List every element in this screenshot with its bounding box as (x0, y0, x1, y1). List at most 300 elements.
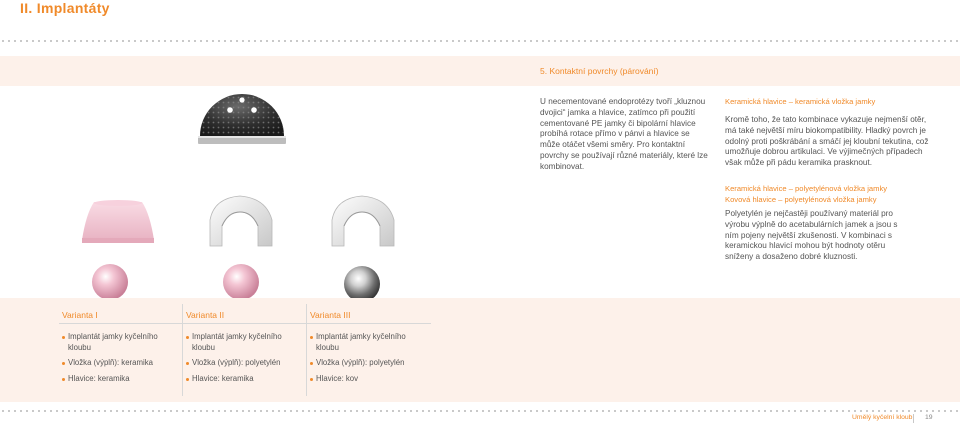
divider-dot (746, 40, 748, 42)
divider-dot (56, 40, 58, 42)
divider-dot (848, 410, 850, 412)
variant-1-list (62, 332, 180, 384)
divider-dot (356, 40, 358, 42)
divider-dot (530, 410, 532, 412)
divider-dot (812, 410, 814, 412)
divider-dot (320, 410, 322, 412)
variant-1-rule (59, 323, 183, 324)
list-item-text: Hlavice: keramika (68, 373, 130, 383)
divider-dot (524, 40, 526, 42)
divider-dot (236, 410, 238, 412)
divider-dot (86, 410, 88, 412)
list-item (186, 374, 304, 385)
divider-dot (854, 410, 856, 412)
divider-dot (440, 40, 442, 42)
divider-dot (458, 410, 460, 412)
divider-dot (278, 40, 280, 42)
divider-dot (284, 410, 286, 412)
divider-dot (908, 410, 910, 412)
divider-dot (506, 40, 508, 42)
divider-dot (740, 410, 742, 412)
divider-dot (254, 410, 256, 412)
divider-dot (590, 40, 592, 42)
variant-3-rule (307, 323, 431, 324)
divider-dot (920, 410, 922, 412)
divider-dot (152, 40, 154, 42)
divider-dot (62, 410, 64, 412)
divider-dot (926, 40, 928, 42)
variant-2-title: Varianta II (186, 310, 225, 320)
divider-dot (326, 410, 328, 412)
divider-dot (398, 40, 400, 42)
page-number: 19 (925, 414, 933, 421)
divider-dot (470, 410, 472, 412)
divider-dot (866, 40, 868, 42)
divider-dot (734, 40, 736, 42)
list-item (310, 358, 428, 369)
divider-dot (578, 410, 580, 412)
ceramic-liner-image (80, 200, 156, 246)
list-item-text: Implantát jamky kyčelního kloubu (68, 332, 158, 352)
divider-dot (284, 40, 286, 42)
divider-dot (722, 410, 724, 412)
divider-dot (38, 40, 40, 42)
divider-dot (692, 410, 694, 412)
divider-dot (248, 410, 250, 412)
divider-dot (650, 40, 652, 42)
divider-dot (518, 40, 520, 42)
divider-dot (206, 40, 208, 42)
divider-dot (926, 410, 928, 412)
divider-dot (494, 410, 496, 412)
divider-dot (794, 40, 796, 42)
divider-dot (80, 40, 82, 42)
divider-dot (752, 40, 754, 42)
divider-dot (950, 410, 952, 412)
divider-dot (92, 410, 94, 412)
divider-dot (836, 410, 838, 412)
divider-dot (260, 410, 262, 412)
divider-dot (350, 410, 352, 412)
divider-dot (134, 410, 136, 412)
divider-dot (470, 40, 472, 42)
divider-dot (110, 40, 112, 42)
divider-dot (182, 410, 184, 412)
divider-dot (404, 410, 406, 412)
divider-dot (914, 410, 916, 412)
divider-dot (182, 40, 184, 42)
ceramic-poly-heading: Keramická hlavice – polyetylénová vložka jamky (725, 184, 888, 193)
acetabular-cup-shell-image (196, 90, 288, 148)
divider-dot (194, 40, 196, 42)
divider-dot (704, 40, 706, 42)
section-title-band (0, 56, 960, 86)
list-item-text: Vložka (výplň): keramika (68, 358, 153, 368)
divider-dot (680, 410, 682, 412)
divider-dot (920, 40, 922, 42)
divider-dot (902, 40, 904, 42)
divider-dot (620, 40, 622, 42)
divider-dot (488, 40, 490, 42)
divider-dot (608, 410, 610, 412)
divider-dot (350, 40, 352, 42)
polyethylene-liner-image-3 (322, 190, 404, 248)
divider-dot (344, 40, 346, 42)
divider-dot (44, 410, 46, 412)
divider-dot (428, 410, 430, 412)
divider-dot (266, 410, 268, 412)
divider-dot (836, 40, 838, 42)
divider-dot (806, 40, 808, 42)
divider-dot (170, 40, 172, 42)
divider-dot (674, 40, 676, 42)
list-item-text: Implantát jamky kyčelního kloubu (192, 332, 282, 352)
list-item (310, 374, 428, 385)
list-item (62, 358, 180, 369)
divider-dot (584, 410, 586, 412)
divider-dot (482, 410, 484, 412)
divider-dot (380, 410, 382, 412)
divider-dot (374, 410, 376, 412)
divider-dot (170, 410, 172, 412)
divider-dot (644, 410, 646, 412)
variant-3-title: Varianta III (310, 310, 351, 320)
list-item-text: Hlavice: keramika (192, 373, 254, 383)
divider-dot (878, 410, 880, 412)
divider-dot (554, 410, 556, 412)
divider-dot (752, 410, 754, 412)
divider-dot (692, 40, 694, 42)
divider-dot (356, 410, 358, 412)
divider-dot (20, 40, 22, 42)
divider-dot (818, 410, 820, 412)
divider-dot (464, 410, 466, 412)
divider-dot (2, 40, 4, 42)
divider-dot (536, 410, 538, 412)
bullet-icon (62, 336, 65, 339)
divider-dot (308, 410, 310, 412)
divider-dot (698, 410, 700, 412)
divider-dot (452, 410, 454, 412)
divider-dot (560, 40, 562, 42)
divider-dot (590, 410, 592, 412)
divider-dot (8, 410, 10, 412)
divider-dot (866, 410, 868, 412)
divider-dot (788, 40, 790, 42)
divider-dot (278, 410, 280, 412)
divider-dot (890, 40, 892, 42)
divider-dot (158, 40, 160, 42)
ceramic-ceramic-text: Kromě toho, že tato kombinace vykazuje nejmenší otěr, má také největší míru biokompatibility. Hladký povrch je odolný proti poškrábání a smáčí jej kloubní tekutina, což umožňuje dobrou artikulaci. Ve výjimečných případech však může při pádu keramika prasknout. (725, 115, 929, 168)
divider-dot (764, 40, 766, 42)
divider-dot (374, 40, 376, 42)
divider-dot (554, 40, 556, 42)
divider-dot (416, 40, 418, 42)
divider-dot (668, 410, 670, 412)
divider-dot (686, 410, 688, 412)
divider-dot (134, 40, 136, 42)
divider-dot (614, 40, 616, 42)
divider-dot (884, 40, 886, 42)
divider-dot (824, 410, 826, 412)
divider-dot (578, 40, 580, 42)
divider-dot (518, 410, 520, 412)
divider-dot (728, 40, 730, 42)
bullet-icon (186, 362, 189, 365)
divider-dot (386, 410, 388, 412)
divider-dot (218, 40, 220, 42)
divider-dot (212, 410, 214, 412)
divider-dot (2, 410, 4, 412)
divider-dot (140, 40, 142, 42)
divider-dot (830, 410, 832, 412)
divider-dot (218, 410, 220, 412)
divider-dot (860, 40, 862, 42)
divider-dot (122, 410, 124, 412)
divider-dot (728, 410, 730, 412)
divider-dot (878, 40, 880, 42)
divider-dot (368, 40, 370, 42)
divider-dot (716, 40, 718, 42)
divider-dot (536, 40, 538, 42)
divider-dot (788, 410, 790, 412)
divider-dot (8, 40, 10, 42)
divider-dot (482, 40, 484, 42)
divider-dot (152, 410, 154, 412)
bullet-icon (310, 378, 313, 381)
divider-dot (686, 40, 688, 42)
divider-dot (140, 410, 142, 412)
divider-dot (746, 410, 748, 412)
bottom-dotted-divider (0, 410, 960, 412)
footer-separator (913, 414, 914, 423)
divider-dot (656, 410, 658, 412)
divider-dot (872, 410, 874, 412)
divider-dot (434, 410, 436, 412)
divider-dot (902, 410, 904, 412)
divider-dot (116, 40, 118, 42)
divider-dot (296, 410, 298, 412)
divider-dot (254, 40, 256, 42)
divider-dot (362, 410, 364, 412)
divider-dot (224, 410, 226, 412)
divider-dot (392, 40, 394, 42)
ceramic-head-image-1 (90, 262, 130, 302)
divider-dot (530, 40, 532, 42)
divider-dot (932, 410, 934, 412)
divider-dot (734, 410, 736, 412)
divider-dot (500, 410, 502, 412)
divider-dot (332, 40, 334, 42)
polyethylene-liner-image-2 (200, 190, 282, 248)
divider-dot (656, 40, 658, 42)
divider-dot (110, 410, 112, 412)
divider-dot (104, 40, 106, 42)
divider-dot (128, 40, 130, 42)
divider-dot (230, 410, 232, 412)
bullet-icon (310, 362, 313, 365)
divider-dot (68, 40, 70, 42)
divider-dot (446, 410, 448, 412)
divider-dot (158, 410, 160, 412)
divider-dot (668, 40, 670, 42)
divider-dot (680, 40, 682, 42)
divider-dot (38, 410, 40, 412)
divider-dot (50, 410, 52, 412)
divider-dot (704, 410, 706, 412)
footer-title: Umělý kyčelní kloub (852, 414, 913, 421)
divider-dot (476, 410, 478, 412)
divider-dot (710, 40, 712, 42)
divider-dot (524, 410, 526, 412)
divider-dot (314, 40, 316, 42)
divider-dot (662, 410, 664, 412)
divider-dot (422, 410, 424, 412)
divider-dot (392, 410, 394, 412)
divider-dot (200, 410, 202, 412)
divider-dot (632, 410, 634, 412)
divider-dot (74, 40, 76, 42)
divider-dot (458, 40, 460, 42)
list-item (62, 332, 180, 353)
divider-dot (596, 40, 598, 42)
ceramic-ceramic-heading: Keramická hlavice – keramická vložka jamky (725, 97, 876, 106)
divider-dot (320, 40, 322, 42)
divider-dot (572, 40, 574, 42)
bullet-icon (62, 362, 65, 365)
polyethylene-heading (725, 184, 887, 205)
divider-dot (248, 40, 250, 42)
divider-dot (698, 40, 700, 42)
divider-dot (416, 410, 418, 412)
top-dotted-divider (0, 40, 960, 42)
list-item-text: Implantát jamky kyčelního kloubu (316, 332, 406, 352)
divider-dot (896, 40, 898, 42)
divider-dot (176, 410, 178, 412)
divider-dot (296, 40, 298, 42)
divider-dot (164, 410, 166, 412)
divider-dot (710, 410, 712, 412)
divider-dot (842, 40, 844, 42)
divider-dot (212, 40, 214, 42)
divider-dot (164, 40, 166, 42)
divider-dot (188, 40, 190, 42)
divider-dot (542, 410, 544, 412)
divider-dot (302, 410, 304, 412)
divider-dot (806, 410, 808, 412)
divider-dot (344, 410, 346, 412)
divider-dot (242, 40, 244, 42)
divider-dot (890, 410, 892, 412)
divider-dot (956, 410, 958, 412)
divider-dot (338, 40, 340, 42)
divider-dot (308, 40, 310, 42)
divider-dot (794, 410, 796, 412)
divider-dot (770, 410, 772, 412)
divider-dot (290, 410, 292, 412)
divider-dot (86, 40, 88, 42)
divider-dot (800, 40, 802, 42)
divider-dot (566, 410, 568, 412)
list-item (62, 374, 180, 385)
divider-dot (602, 410, 604, 412)
divider-dot (782, 40, 784, 42)
divider-dot (602, 40, 604, 42)
divider-dot (620, 410, 622, 412)
polyethylene-text: Polyetylén je nejčastěji používaný materiál pro výrobu výplně do acetabulárních jamek a jsou s ním pojeny největší zkušenosti. V kombinaci s keramickou hlavicí mohou být hodnoty otěru sníženy a dosaženo dobré kluznosti. (725, 209, 898, 262)
divider-dot (62, 40, 64, 42)
divider-dot (230, 40, 232, 42)
divider-dot (14, 410, 16, 412)
divider-dot (908, 40, 910, 42)
divider-dot (758, 40, 760, 42)
divider-dot (770, 40, 772, 42)
list-item-text: Hlavice: kov (316, 373, 359, 383)
divider-dot (74, 410, 76, 412)
list-item (186, 358, 304, 369)
divider-dot (188, 410, 190, 412)
divider-dot (410, 40, 412, 42)
divider-dot (488, 410, 490, 412)
divider-dot (26, 410, 28, 412)
divider-dot (434, 40, 436, 42)
divider-dot (338, 410, 340, 412)
divider-dot (440, 410, 442, 412)
divider-dot (638, 40, 640, 42)
section-title: 5. Kontaktní povrchy (párování) (540, 66, 659, 76)
divider-dot (272, 40, 274, 42)
bullet-icon (62, 378, 65, 381)
divider-dot (782, 410, 784, 412)
divider-dot (776, 410, 778, 412)
divider-dot (956, 40, 958, 42)
divider-dot (818, 40, 820, 42)
divider-dot (722, 40, 724, 42)
bullet-icon (186, 378, 189, 381)
divider-dot (884, 410, 886, 412)
divider-dot (206, 410, 208, 412)
variant-1-title: Varianta I (62, 310, 98, 320)
divider-dot (614, 410, 616, 412)
divider-dot (410, 410, 412, 412)
divider-dot (560, 410, 562, 412)
divider-dot (938, 410, 940, 412)
divider-dot (380, 40, 382, 42)
divider-dot (32, 40, 34, 42)
variant-3-list (310, 332, 428, 384)
divider-dot (812, 40, 814, 42)
divider-dot (32, 410, 34, 412)
divider-dot (938, 40, 940, 42)
divider-dot (446, 40, 448, 42)
divider-dot (512, 40, 514, 42)
divider-dot (608, 40, 610, 42)
bullet-icon (310, 336, 313, 339)
variant-1 (62, 310, 180, 389)
list-item (310, 332, 428, 353)
list-item-text: Vložka (výplň): polyetylén (192, 358, 281, 368)
divider-dot (116, 410, 118, 412)
divider-dot (572, 410, 574, 412)
divider-dot (98, 40, 100, 42)
variant-2 (186, 310, 304, 389)
divider-dot (638, 410, 640, 412)
divider-dot (302, 40, 304, 42)
divider-dot (68, 410, 70, 412)
divider-dot (596, 410, 598, 412)
variant-3 (310, 310, 428, 389)
divider-dot (26, 40, 28, 42)
